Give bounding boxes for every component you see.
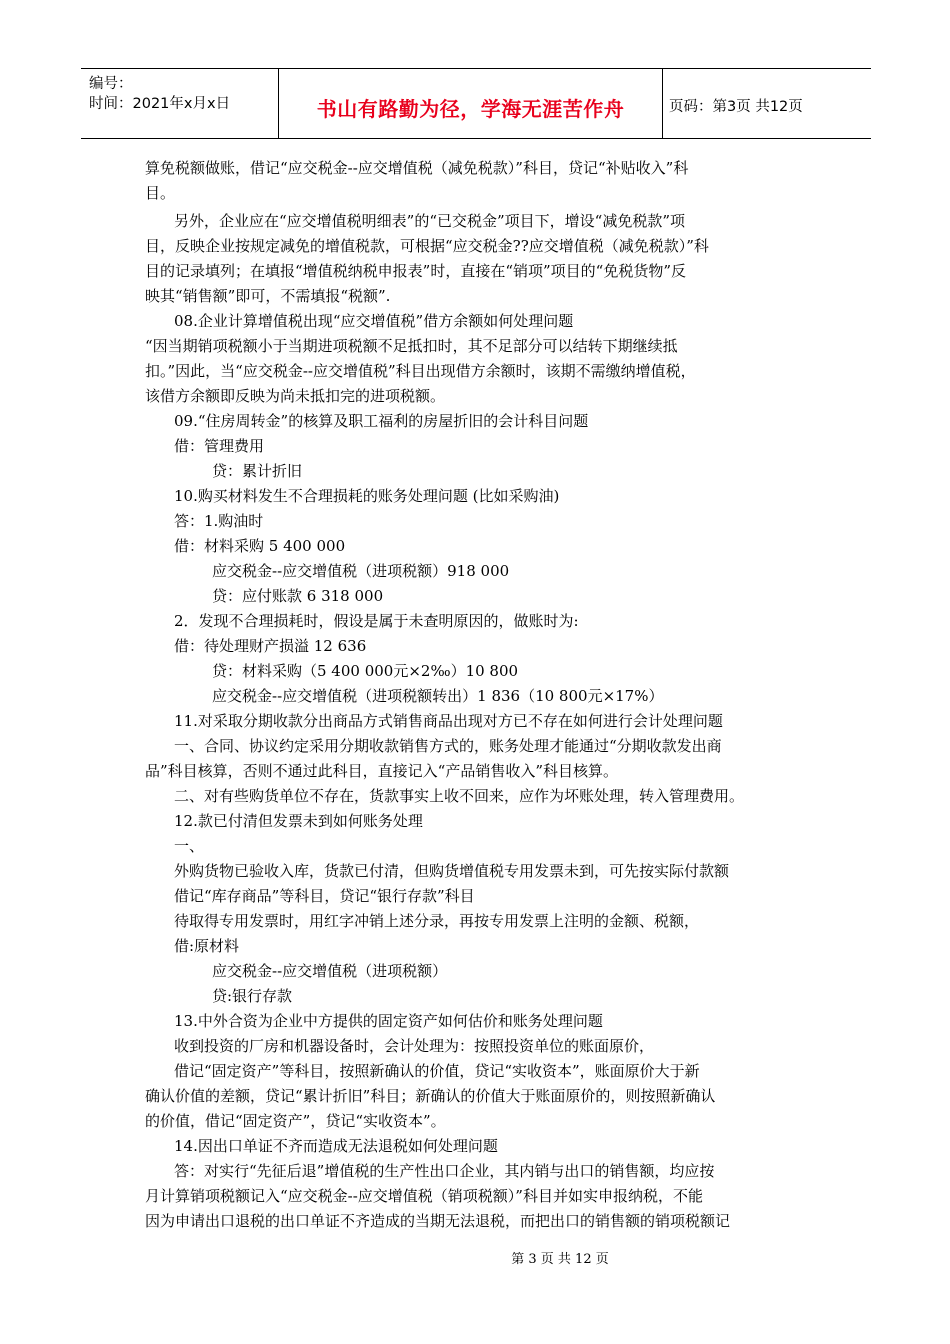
page-header-table — [81, 68, 871, 139]
body-line: 确认价值的差额，贷记“累计折旧”科目；新确认的价值大于账面原价的，则按照新确认 — [145, 1087, 716, 1105]
body-line: 目的记录填列；在填报“增值税纳税申报表”时，直接在“销项”项目的“免税货物”反 — [145, 262, 687, 280]
question-heading: 09.“住房周转金”的核算及职工福利的房屋折旧的会计科目问题 — [174, 412, 589, 430]
question-heading: 14.因出口单证不齐而造成无法退税如何处理问题 — [174, 1137, 498, 1155]
body-line: 一、合同、协议约定采用分期收款销售方式的，账务处理才能通过“分期收款发出商 — [174, 737, 722, 755]
body-line: 应交税金--应交增值税（进项税额）918 000 — [212, 562, 510, 580]
body-line: 贷：累计折旧 — [212, 462, 303, 480]
document-number-label: 编号： — [89, 76, 133, 92]
body-line: 借：材料采购 5 400 000 — [174, 537, 346, 555]
body-line: 算免税额做账，借记“应交税金--应交增值税（减免税款）”科目，贷记“补贴收入”科 — [145, 159, 689, 177]
question-heading: 08.企业计算增值税出现“应交增值税”借方余额如何处理问题 — [174, 312, 574, 330]
body-line: 借：管理费用 — [174, 437, 265, 455]
body-line: “因当期销项税额小于当期进项税额不足抵扣时，其不足部分可以结转下期继续抵 — [145, 337, 678, 355]
body-line: 该借方余额即反映为尚未抵扣完的进项税额。 — [145, 387, 446, 405]
body-line: 另外，企业应在“应交增值税明细表”的“已交税金”项目下，增设“减免税款”项 — [174, 212, 686, 230]
header-info-cell — [81, 69, 279, 138]
body-line: 借:原材料 — [174, 937, 240, 955]
body-line: 贷：材料采购（5 400 000元×2‰）10 800 — [212, 662, 519, 680]
body-line: 答：对实行“先征后退”增值税的生产性出口企业，其内销与出口的销售额，均应按 — [174, 1162, 715, 1180]
body-line: 借记“固定资产”等科目，按照新确认的价值，贷记“实收资本”，账面原价大于新 — [174, 1062, 700, 1080]
document-date-label: 时间：2021年x月x日 — [89, 96, 231, 112]
body-line: 映其“销售额”即可，不需填报“税额”. — [145, 287, 391, 305]
body-line: 贷:银行存款 — [212, 987, 293, 1005]
body-line: 因为申请出口退税的出口单证不齐造成的当期无法退税，而把出口的销售额的销项税额记 — [145, 1212, 731, 1230]
body-line: 一、 — [174, 837, 205, 855]
question-heading: 13.中外合资为企业中方提供的固定资产如何估价和账务处理问题 — [174, 1012, 603, 1030]
header-motto-cell — [279, 69, 663, 138]
header-page-number: 页码：第3页 共12页 — [669, 99, 803, 115]
header-motto: 书山有路勤为径，学海无涯苦作舟 — [316, 97, 625, 121]
body-line: 目。 — [145, 184, 176, 202]
body-line: 贷：应付账款 6 318 000 — [212, 587, 384, 605]
body-line: 目，反映企业按规定减免的增值税款，可根据“应交税金??应交增值税（减免税款）”科 — [145, 237, 709, 255]
page-footer: 第 3 页 共 12 页 — [511, 1252, 609, 1267]
body-line: 品”科目核算，否则不通过此科目，直接记入“产品销售收入”科目核算。 — [145, 762, 619, 780]
body-line: 收到投资的厂房和机器设备时，会计处理为：按照投资单位的账面原价， — [174, 1037, 655, 1055]
body-line: 月计算销项税额记入“应交税金--应交增值税（销项税额）”科目并如实申报纳税，不能 — [145, 1187, 703, 1205]
body-line: 二、对有些购货单位不存在，货款事实上收不回来，应作为坏账处理，转入管理费用。 — [174, 787, 745, 805]
body-line: 的价值，借记“固定资产”，贷记“实收资本”。 — [145, 1112, 446, 1130]
question-heading: 11.对采取分期收款分出商品方式销售商品出现对方已不存在如何进行会计处理问题 — [174, 712, 723, 730]
question-heading: 10.购买材料发生不合理损耗的账务处理问题 (比如采购油) — [174, 487, 560, 505]
header-page-cell — [663, 69, 871, 138]
body-line: 扣。”因此，当“应交税金--应交增值税”科目出现借方余额时，该期不需缴纳增值税， — [145, 362, 696, 380]
body-line: 外购货物已验收入库，货款已付清，但购货增值税专用发票未到，可先按实际付款额 — [174, 862, 730, 880]
body-line: 答：1.购油时 — [174, 512, 264, 530]
body-line: 应交税金--应交增值税（进项税额转出）1 836（10 800元×17%） — [212, 687, 664, 705]
body-line: 2．发现不合理损耗时，假设是属于未查明原因的，做账时为: — [174, 612, 579, 630]
body-line: 待取得专用发票时，用红字冲销上述分录，再按专用发票上注明的金额、税额， — [174, 912, 700, 930]
body-line: 借：待处理财产损溢 12 636 — [174, 637, 367, 655]
body-line: 应交税金--应交增值税（进项税额） — [212, 962, 448, 980]
question-heading: 12.款已付清但发票未到如何账务处理 — [174, 812, 423, 830]
body-line: 借记“库存商品”等科目，贷记“银行存款”科目 — [174, 887, 475, 905]
